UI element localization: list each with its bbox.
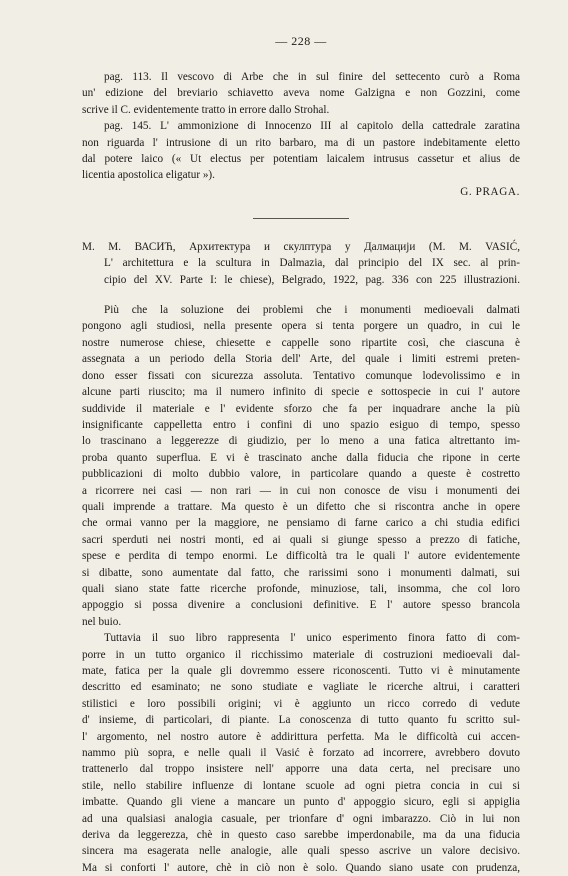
text-line: lo trascinano a leggerezze di giudizio, per lo meno a una fatica altrettanto im- <box>82 435 520 448</box>
heading-line: L' architettura e la scultura in Dalmazia, dal principio del IX sec. al prin- <box>104 257 520 270</box>
text-line: assegnata a un periodo della Storia dell' Arte, del quale i limiti estremi preten- <box>82 353 520 366</box>
text-line: quali siano state fatte ricerche profonde, minuziose, tali, insomma, che col loro <box>82 582 520 595</box>
text-line: appoggio si possa divenire a conclusioni definitive. E l' autore spesso brancola <box>82 599 520 612</box>
text-line: imbatte. Quando gli viene a mancare un punto d' appoggio sicuro, egli si appiglia <box>82 796 520 809</box>
text-line: insignificante cappelletta entro i confini di uno spazio esiguo di tempo, spesso <box>82 418 520 431</box>
text-line: nostre numerose chiese, chiesette e cappelle sono ripartite così, che ciascuna è <box>82 336 520 349</box>
text-line: Tuttavia il suo libro rappresenta l' unico esperimento finora fatto di com- <box>104 632 520 645</box>
text-line: sincera ma esagerata nelle analogie, alle quali spesso ascrive un valore decisivo. <box>82 845 520 858</box>
text-line: pag. 145. L' ammonizione di Innocenzo III al capitolo della cattedrale zaratina <box>104 120 520 133</box>
text-line: si dibatte, sono aumentate dal fatto, che rarissimi sono i monumenti dalmati, sui <box>82 566 520 579</box>
text-line: nammo più sopra, e nelle quali il Vasić è forzato ad incorrere, avrebbero dovuto <box>82 747 520 760</box>
text-line: a ricorrere nei casi — non rari — in cui non conosce de visu i monumenti dei <box>82 484 520 497</box>
text-line: non riguarda l' intrusione di un rito barbaro, ma di un pastore indebitamente eletto <box>82 136 520 149</box>
text-line: suddivide il materiale e l' evidente sforzo che fa per inquadrare anche la più <box>82 402 520 415</box>
text-line: pubblicazioni di molto dubbio valore, in particolare quando a queste è costretto <box>82 468 520 481</box>
section-divider <box>253 218 349 219</box>
text-line: un' edizione del breviario schiavetto aveva nome Galzigna e non Gozzini, come <box>82 87 520 100</box>
text-line: stile, nello stabilire influenze di lontane scuole ad ogni pietra concia in cui si <box>82 779 520 792</box>
text-line: porre in un tutto organico il ricchissimo materiale di costruzioni medioevali dal- <box>82 648 520 661</box>
text-line: ad una qualsiasi analogia casuale, per trionfare d' ogni imbarazzo. Ciò in lui non <box>82 812 520 825</box>
text-line: Più che la soluzione dei problemi che i monumenti medioevali dalmati <box>104 304 520 317</box>
text-line: spese e perdita di tempo enormi. Le difficoltà tra le quali l' autore evidentemente <box>82 550 520 563</box>
text-line: quali imprende a trattare. Ma questo è un difetto che si riscontra anche in opere <box>82 500 520 513</box>
text-line: dal potere laico (« Ut electus per potentiam laicalem intrusus cassetur et alius de <box>82 153 520 166</box>
paragraph-1 <box>82 302 520 630</box>
text-line: licentia apostolica eligatur »). <box>82 169 215 182</box>
heading-line: M. M. ВАСИЋ, Архитектура и скулптура у Далмацији (M. M. VASIĆ, <box>82 240 520 253</box>
paragraph-2 <box>82 630 520 876</box>
review-heading <box>82 239 520 288</box>
text-line: scrive il C. evidentemente tratto in errore dallo Strohal. <box>82 103 330 116</box>
text-line: mate, fatica per la quale gli dovremmo essere riconoscenti. Tutto vi è minutamente <box>82 665 520 677</box>
text-line: deriva da leggerezza, chè in questo caso sarebbe imperdonabile, ma da una fiducia <box>82 829 520 842</box>
text-line: d' insieme, di particolari, di piante. La conoscenza di tutto quanto fu scritto sul- <box>82 714 520 727</box>
text-line: proba quanto superflua. E vi è trascinato anche dalla fiducia che ripone in certe <box>82 451 520 464</box>
text-line: sacri sperduti nei nostri monti, ed ai quali si giunge spesso a prezzo di fatiche, <box>82 533 520 546</box>
text-line: trattenerlo dal troppo insistere nell' apporre una data certa, nel precisare uno <box>82 763 520 776</box>
notes-block <box>82 69 520 184</box>
text-line: pongono agli studiosi, nella presente opera si tenta porgere un quadro, in cui le <box>82 320 520 333</box>
spacer <box>82 288 520 302</box>
text-line: nel buio. <box>82 615 122 628</box>
text-line: pag. 113. Il vescovo di Arbe che in sul finire del settecento curò a Roma <box>104 71 520 83</box>
text-line: che ormai vanno per la maggiore, ne pensiamo di farne carico a chi studia edifici <box>82 517 520 530</box>
text-line: dono esser fissati con sicurezza assoluta. Tentativo comunque lodevolissimo e in <box>82 369 520 382</box>
author-signature: G. PRAGA. <box>460 185 520 198</box>
text-line: stilistici e loro possibili origini; vi è aggiunto un ricco corredo di vedute <box>82 697 520 710</box>
text-line: l' argomento, nel nostro autore è addirittura perfetta. Ma le difficoltà cui accen- <box>82 730 520 743</box>
heading-line: cipio del XV. Parte I: le chiese), Belgrado, 1922, pag. 336 con 225 illustrazioni. <box>104 273 520 286</box>
page-number: — 228 — <box>275 34 327 48</box>
text-line: Ma si conforti l' autore, chè in ciò non è solo. Quando siano usate con prudenza, <box>82 861 520 874</box>
text-line: descritto ed esaminato; ne sono studiate e vagliate le ricerche altrui, i caratteri <box>82 681 520 694</box>
text-line: alcune parti riuscito; ma il numero infinito di specie e sottospecie in cui l' autore <box>82 386 520 399</box>
